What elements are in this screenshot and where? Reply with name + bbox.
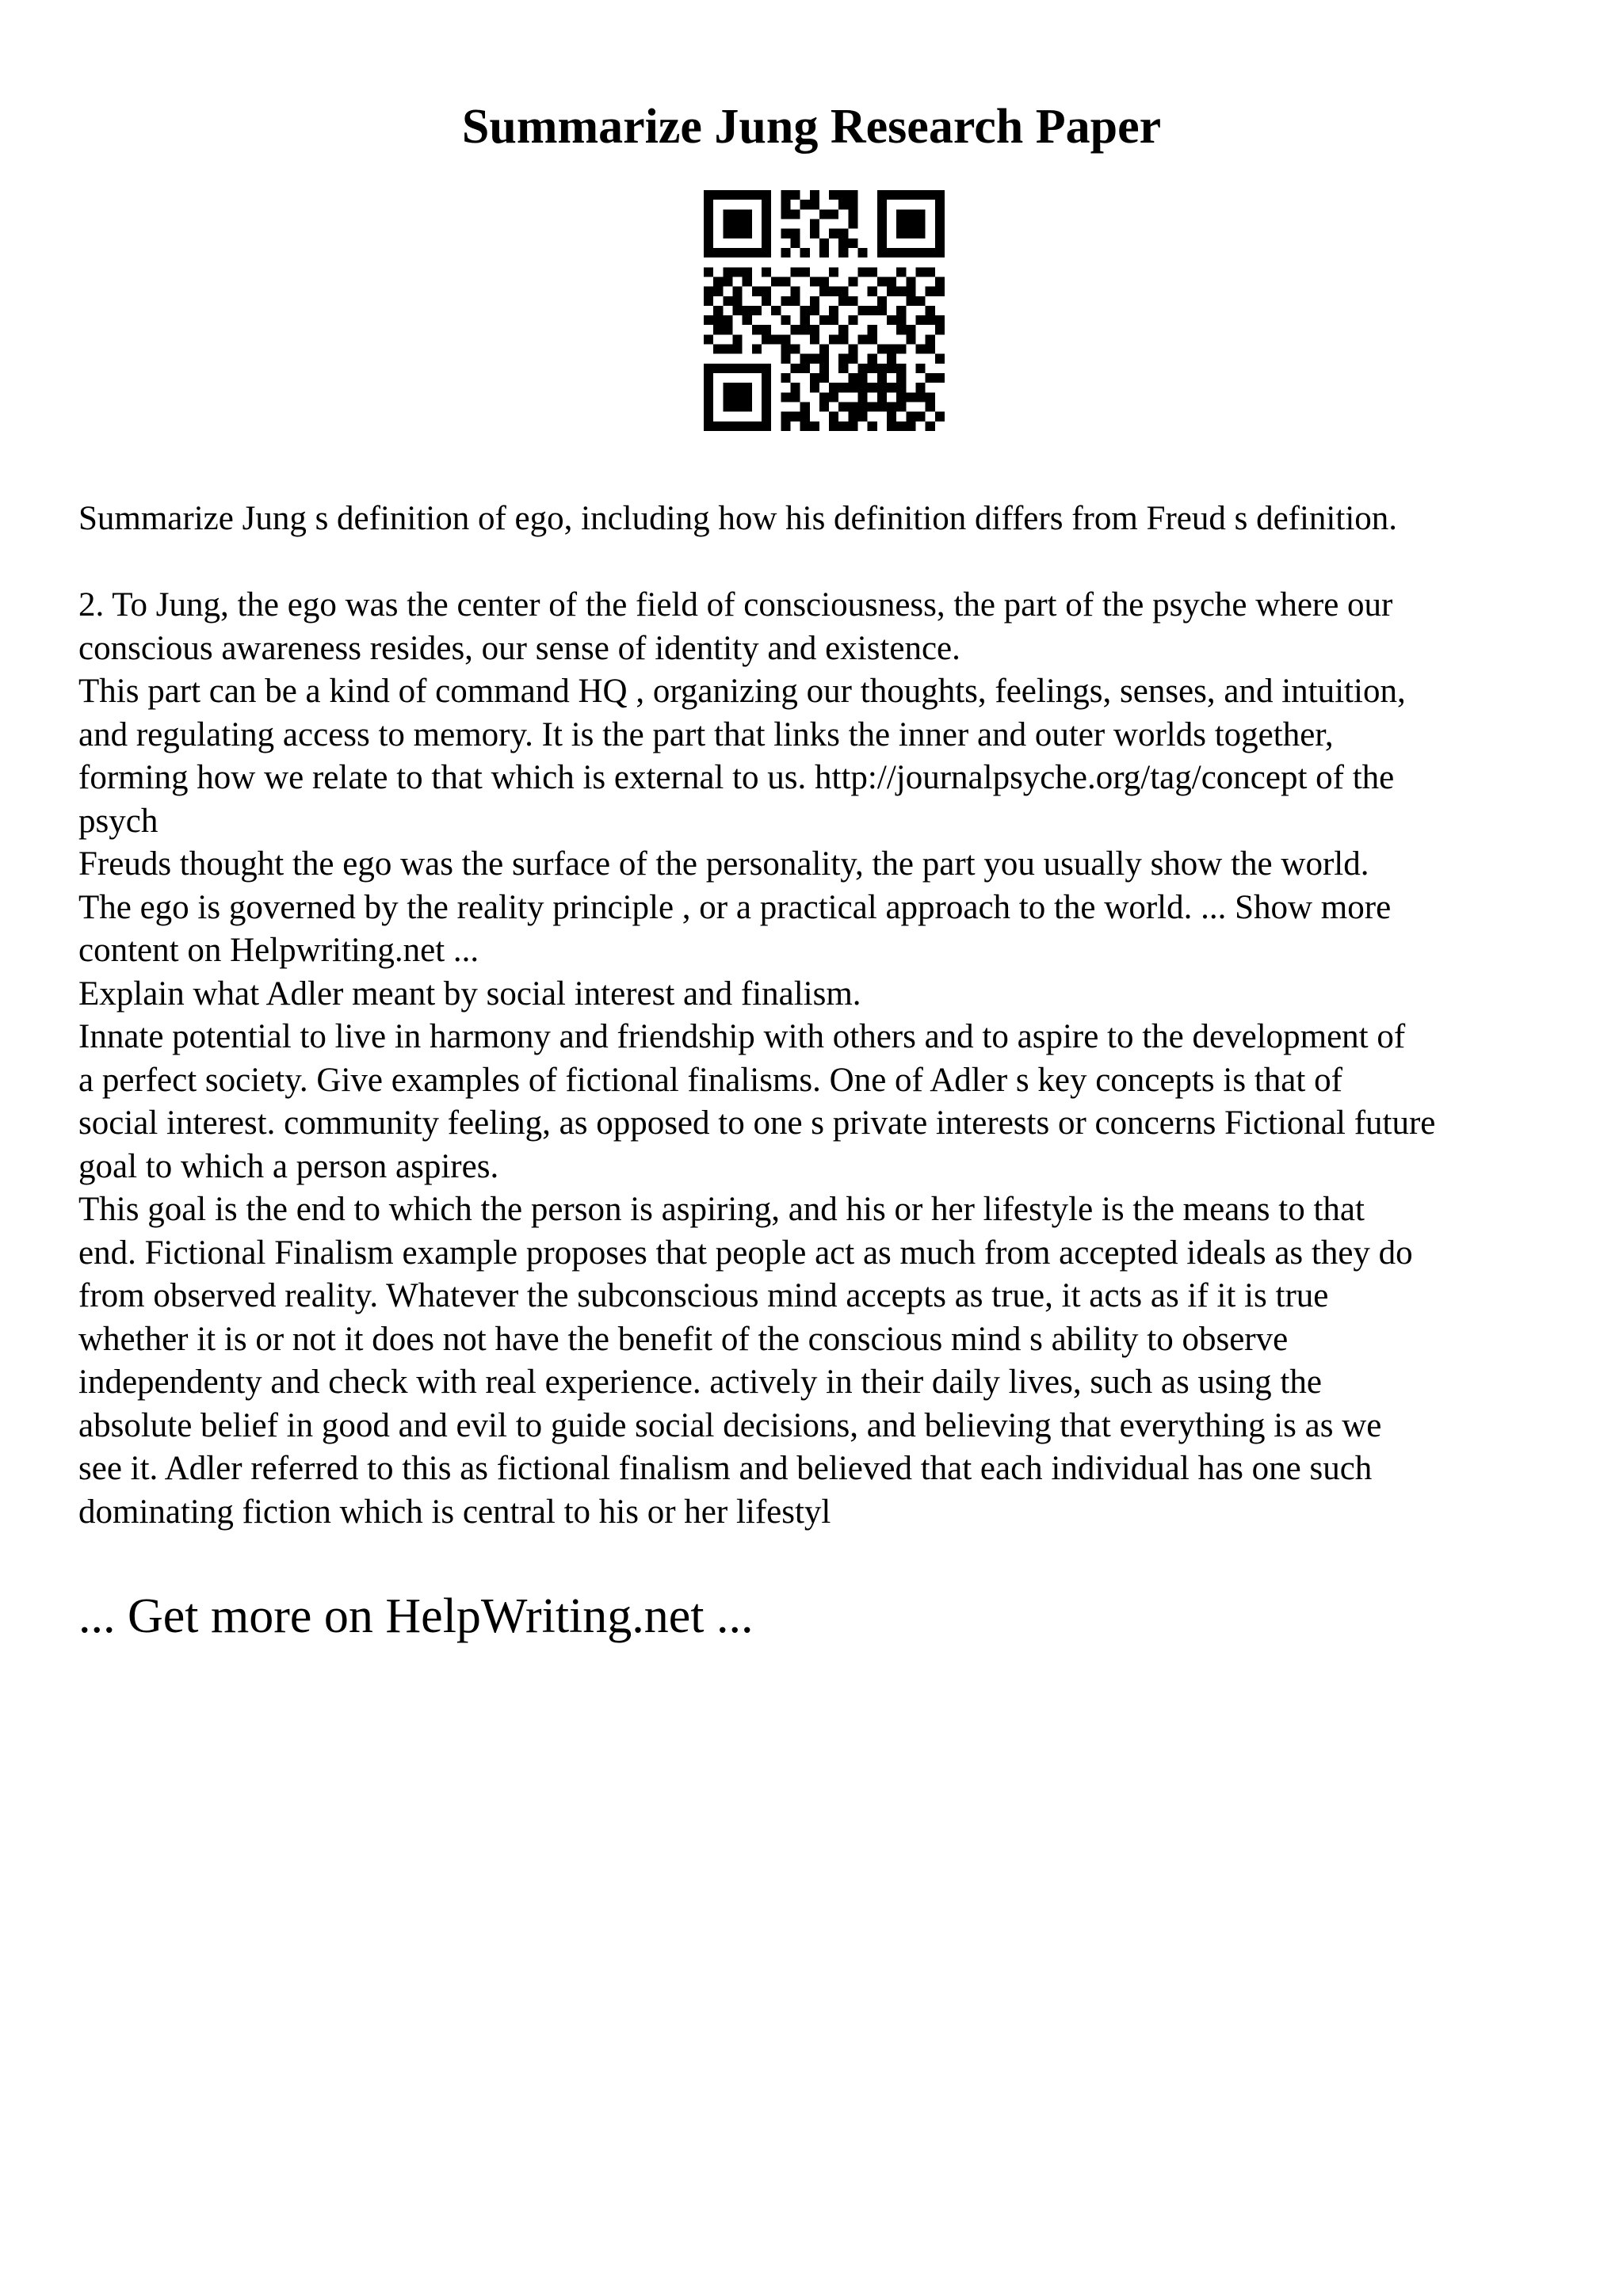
paragraph-spacer (78, 541, 1568, 585)
document-body (78, 498, 1568, 1534)
answer-social-interest: Innate potential to live in harmony and friendship with others and to aspire to the development of a perfect society. Give examples of fictional finalisms. One of Adler s key concepts is that of social interest. community feeling, as opposed to one s private interests or concerns Fictional future goal to which a person aspires. (78, 1018, 1436, 1185)
get-more-link[interactable]: ... Get more on HelpWriting.net ... (78, 1589, 754, 1643)
answer-fictional-finalism: This goal is the end to which the person is aspiring, and his or her lifestyle is the means to that end. Fictional Finalism example proposes that people act as much from accepted ideals as they do from observed reality. Whatever the subconscious mind accepts as true, it acts as if it is true whether it is or not it does not have the benefit of the conscious mind s ability to observe independenty and check with real experience. actively in their daily lives, such as using the absolute belief in good and evil to guide social decisions, and believing that everything is as we see it. Adler referred to this as fictional finalism and believed that each individual has one such dominating fiction which is central to his or her lifestyl (78, 1191, 1413, 1531)
answer-jung-ego: 2. To Jung, the ego was the center of the field of consciousness, the part of the psyche where our conscious awareness resides, our sense of identity and existence. (78, 586, 1393, 667)
page-title: Summarize Jung Research Paper (461, 100, 1162, 154)
question-jung-ego: Summarize Jung s definition of ego, including how his definition differs from Freud s definition. (78, 500, 1398, 537)
question-adler-social-interest: Explain what Adler meant by social interest and finalism. (78, 974, 861, 1013)
qr-code (704, 190, 945, 431)
answer-command-hq: This part can be a kind of command HQ , organizing our thoughts, feelings, senses, and intuition, and regulating access to memory. It is the part that links the inner and outer worlds together, forming how we relate to that which is external to us. http://journalpsyche.org/tag/concept of the psych (78, 673, 1406, 840)
answer-freud-ego: Freuds thought the ego was the surface of the personality, the part you usually show the world. The ego is governed by the reality principle , or a practical approach to the world. ... Show more content on Helpwriting.net ... (78, 845, 1392, 969)
qr-code-graphic (704, 190, 945, 431)
